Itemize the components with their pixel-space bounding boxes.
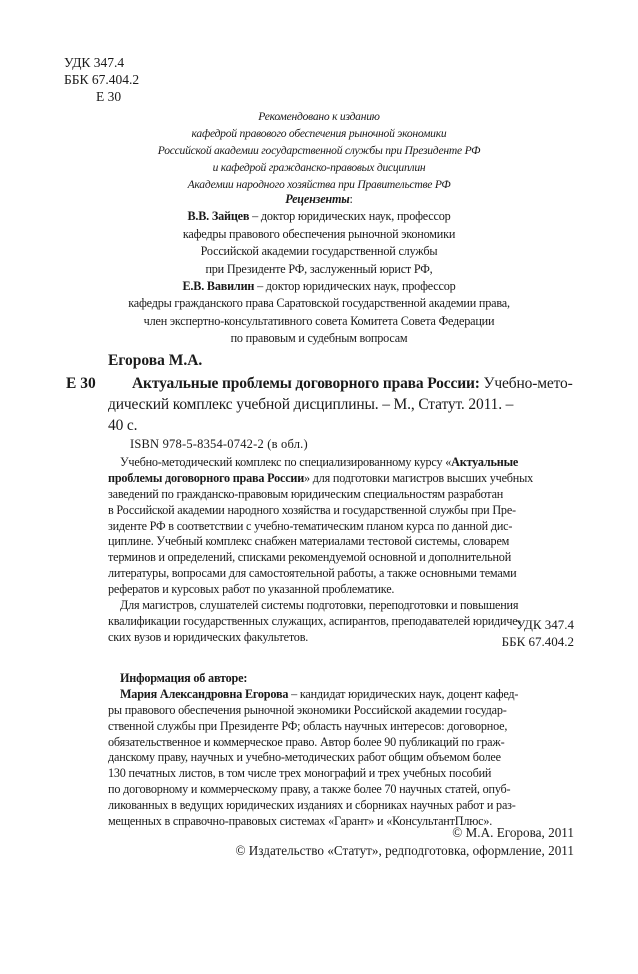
reviewer-line: член экспертно-консультативного совета Комитета Совета Федерации <box>143 313 495 328</box>
reviewers-heading-line <box>64 191 574 208</box>
description-line: литературы, вопросами для самостоятельной работы, а также основными темами <box>108 566 517 581</box>
description-line: рефератов и курсовых работ по указанной проблематике. <box>108 582 395 597</box>
reviewer-name: Е.В. Вавилин <box>182 279 255 294</box>
book-title-line <box>108 373 574 394</box>
book-title: Актуальные проблемы договорного права России: <box>132 375 480 392</box>
reviewer-line: кафедры правового обеспечения рыночной экономики <box>182 226 456 241</box>
about-author-text: – кандидат юридических наук, доцент кафед- <box>288 686 519 701</box>
book-code: Е 30 <box>66 375 96 392</box>
reviewer-line <box>64 208 574 225</box>
course-title: Актуальные <box>451 455 519 469</box>
udk-code: УДК 347.4 <box>64 55 125 70</box>
about-author-block <box>108 671 574 830</box>
bbk-code: ББК 67.404.2 <box>501 634 574 649</box>
description-line <box>108 455 574 471</box>
description-line: терминов и определений, списками рекомендуемой основной и дополнительной <box>108 550 512 565</box>
description-line: заведений по гражданско-правовым юридическим специальностям разработан <box>108 486 504 501</box>
description-line: циплине. Учебный комплекс снабжен материалами тестовой системы, словарем <box>108 534 510 549</box>
udk-code: УДК 347.4 <box>516 617 574 632</box>
book-title-line: дический комплекс учебной дисциплины. – М., Статут. 2011. – <box>108 396 514 413</box>
description-line <box>108 471 574 487</box>
about-author-heading: Информация об авторе: <box>120 671 248 685</box>
book-title-line: 40 с. <box>108 417 138 434</box>
about-author-line: мещенных в справочно-правовых системах «Гарант» и «КонсультантПлюс». <box>108 814 493 829</box>
book-subtitle: Учебно-мето- <box>479 375 573 392</box>
copyright-block <box>108 824 574 859</box>
recommendation-block <box>64 108 574 193</box>
isbn: ISBN 978-5-8354-0742-2 (в обл.) <box>130 437 308 451</box>
course-title: проблемы договорного права России <box>108 470 305 485</box>
copyright-author: © М.А. Егорова, 2011 <box>452 825 574 840</box>
about-author-line: данскому праву, научных и учебно-методических работ общим объемом более <box>108 750 501 765</box>
recommendation-line: Российской академии государственной службы при Президенте РФ <box>157 144 481 157</box>
copyright-publisher: © Издательство «Статут», редподготовка, оформление, 2011 <box>235 842 574 858</box>
reviewer-line: по правовым и судебным вопросам <box>230 331 408 346</box>
reviewer-title: – доктор юридических наук, профессор <box>249 209 451 224</box>
description-text: Учебно-методический комплекс по специализированному курсу « <box>120 455 452 469</box>
about-author-line: 130 печатных листов, в том числе трех монографий и трех учебных пособий <box>108 766 492 781</box>
reviewers-heading: Рецензенты <box>285 192 350 206</box>
book-title-block <box>108 373 574 436</box>
audience-line: ских вузов и юридических факультетов. <box>108 629 309 644</box>
reviewer-line <box>64 278 574 295</box>
description-line: зиденте РФ в соответствии с учебно-тематическим планом курса по данной дис- <box>108 518 513 533</box>
author-mark-code: Е 30 <box>96 89 122 104</box>
reviewers-heading-colon: : <box>349 192 353 206</box>
recommendation-line: и кафедрой гражданско-правовых дисциплин <box>212 161 426 174</box>
audience-line: квалификации государственных служащих, аспирантов, преподавателей юридиче- <box>108 613 522 628</box>
reviewer-line: кафедры гражданского права Саратовской государственной академии права, <box>128 296 510 311</box>
description-codes <box>400 616 574 650</box>
reviewer-name: В.В. Зайцев <box>187 209 250 224</box>
reviewer-title: – доктор юридических наук, профессор <box>254 279 456 294</box>
about-author-line: по договорному и коммерческому праву, а также более 70 научных статей, опуб- <box>108 782 511 797</box>
reviewer-line: Российской академии государственной службы <box>200 244 438 259</box>
about-author-line <box>108 687 574 703</box>
about-author-line: ры правового обеспечения рыночной экономики Российской академии государ- <box>108 702 507 717</box>
recommendation-line: кафедрой правового обеспечения рыночной экономики <box>191 127 447 140</box>
book-author: Егорова М.А. <box>108 352 203 369</box>
classification-codes <box>64 54 139 105</box>
about-author-line: ственной службы при Президенте РФ; область научных интересов: договорное, <box>108 718 508 733</box>
description-text: » для подготовки магистров высших учебных <box>304 470 533 485</box>
reviewers-block <box>64 191 574 348</box>
description-line: в Российской академии народного хозяйства и государственной службы при Пре- <box>108 502 516 517</box>
author-full-name: Мария Александровна Егорова <box>120 686 289 701</box>
about-author-line: ликованных в ведущих юридических изданиях и сборниках научных работ и раз- <box>108 798 516 813</box>
recommendation-line: Академии народного хозяйства при Правительстве РФ <box>187 178 451 191</box>
bbk-code: ББК 67.404.2 <box>64 72 140 87</box>
reviewer-line: при Президенте РФ, заслуженный юрист РФ, <box>205 261 433 276</box>
recommendation-line: Рекомендовано к изданию <box>258 110 380 123</box>
about-author-line: обязательственное и коммерческое право. Автор более 90 публикаций по граж- <box>108 734 505 749</box>
audience-line: Для магистров, слушателей системы подготовки, переподготовки и повышения <box>120 598 519 613</box>
